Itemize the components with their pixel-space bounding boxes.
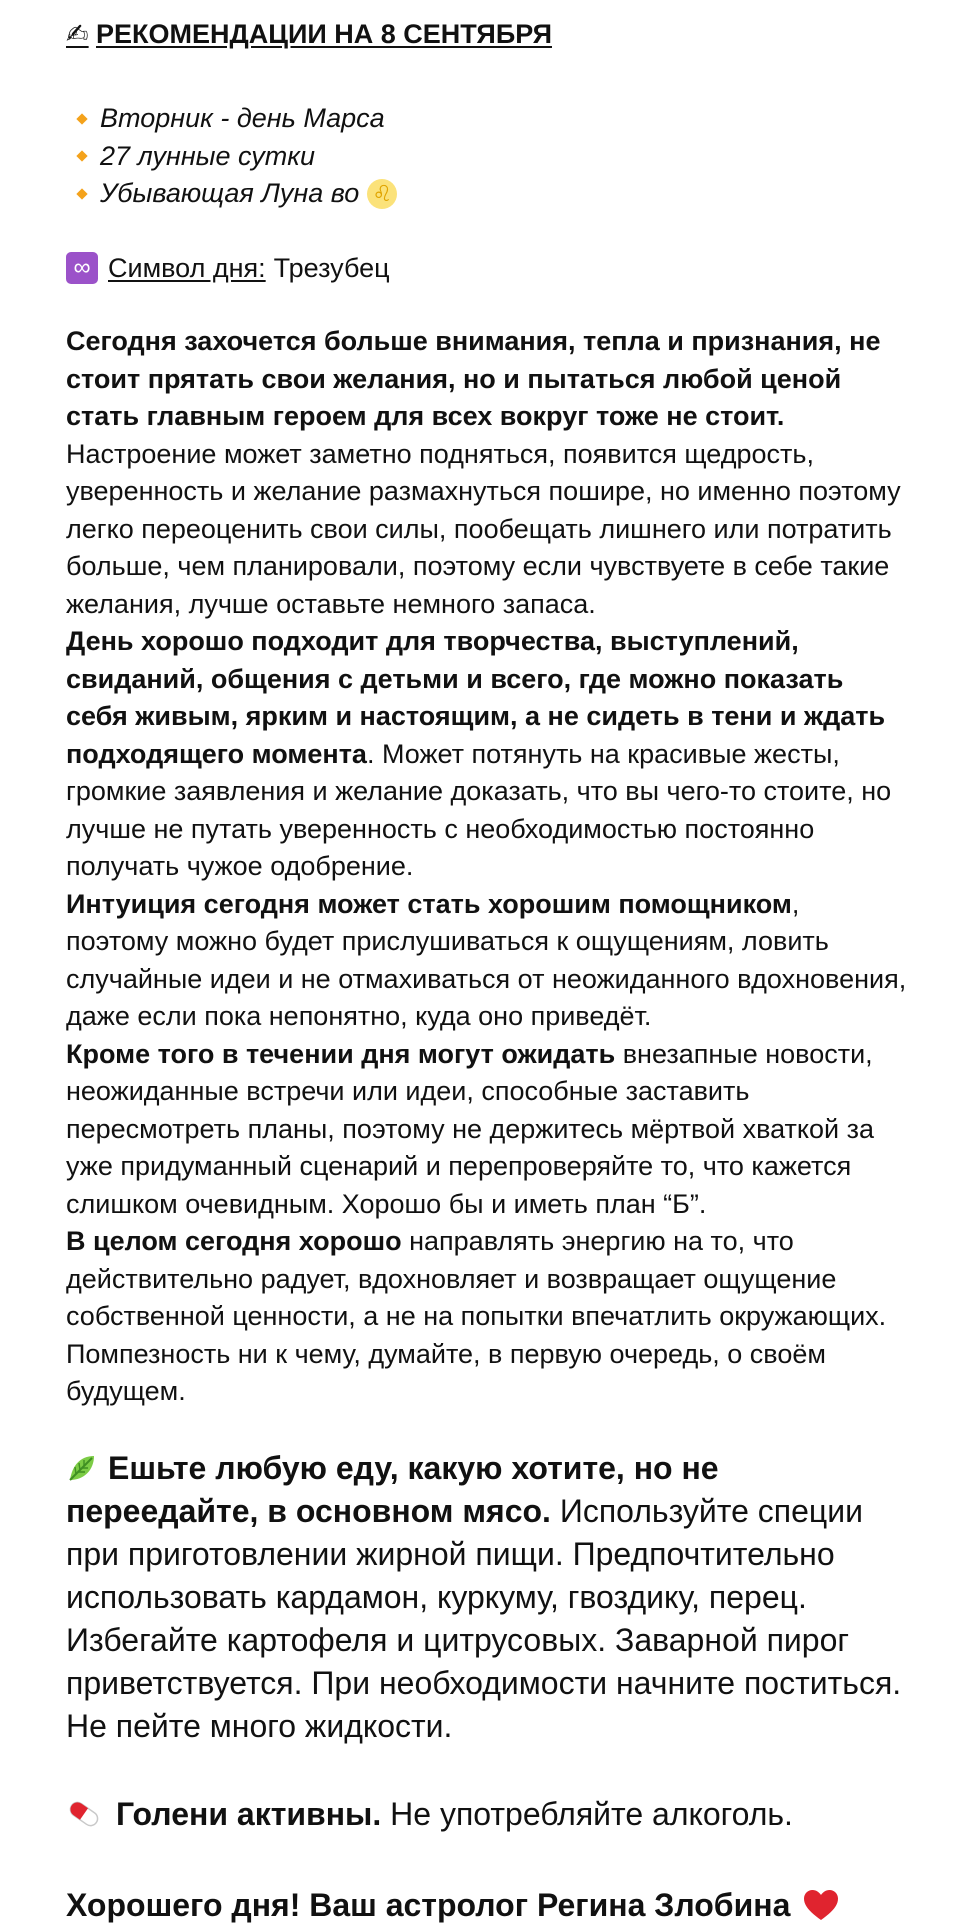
paragraph-lead: В целом сегодня хорошо [66, 1226, 402, 1256]
paragraph-text: направлять энергию на то, что действительно радует, вдохновляет и возвращает ощущение собственной ценности, а не на попытки впечатлить окружающих. Помпезность ни к чему, думайте, в первую очередь, о своём будущем. [66, 1226, 887, 1406]
symbol-label: Символ дня: [108, 252, 266, 283]
leo-sign-icon: ♌ [367, 179, 397, 209]
orange-diamond-icon [76, 113, 87, 124]
list-item [78, 138, 908, 176]
fact-text: Убывающая Луна во [100, 178, 360, 208]
fact-text: Вторник - день Марса [100, 103, 385, 133]
symbol-value: Трезубец [273, 252, 390, 283]
orange-diamond-icon [76, 151, 87, 162]
signature-text: Хорошего дня! Ваш астролог Регина Злобина [66, 1886, 791, 1923]
paragraph [66, 623, 908, 886]
list-item [78, 175, 908, 213]
paragraph-lead: Кроме того в течении дня могут ожидать [66, 1038, 616, 1069]
paragraph-text: Настроение может заметно подняться, появится щедрость, уверенность и желание размахнуться пошире, но именно поэтому легко переоценить свои силы, пообещать лишнего или потратить больше, чем планировали, поэтому если чувствуете в себе такие желания, лучше оставьте немного запаса. [66, 438, 901, 619]
health-text: Не употребляйте алкоголь. [381, 1795, 793, 1832]
symbol-of-day [66, 250, 908, 288]
paragraph-text: внезапные новости, неожиданные встречи или идеи, способные заставить пересмотреть планы, поэтому не держитесь мёртвой хваткой за уже придуманный сценарий и перепроверяйте то, что кажется слишком очевидным. Хорошо бы и иметь план “Б”. [66, 1038, 875, 1219]
health-recommendation [66, 1793, 908, 1836]
writing-hand-icon: ✍ [66, 19, 89, 49]
paragraph-text: , поэтому можно будет прислушиваться к ощущениям, ловить случайные идеи и не отмахиваться от неожиданного вдохновения, даже если пока непонятно, куда оно приведёт. [66, 888, 907, 1031]
pill-icon [66, 1796, 102, 1832]
health-lead: Голени активны. [116, 1795, 382, 1832]
signature [66, 1884, 908, 1927]
paragraph-lead: Сегодня захочется больше внимания, тепла и признания, не стоит прятать свои желания, но и пытаться любой ценой стать главным героем для всех вокруг тоже не стоит. [66, 326, 881, 431]
paragraph [66, 886, 908, 1036]
paragraph-lead: День хорошо подходит для творчества, выступлений, свиданий, общения с детьми и всего, где можно показать себя живым, ярким и настоящим, а не сидеть в тени и ждать подходящего момента [66, 626, 886, 769]
page-title [66, 16, 908, 52]
recommendations-body [66, 323, 908, 1411]
paragraph-text: . Может потянуть на красивые жесты, громкие заявления и желание доказать, что вы чего-то стоите, но лучше не путать уверенность с необходимостью постоянно получать чужое одобрение. [66, 738, 892, 881]
list-item [78, 100, 908, 138]
orange-diamond-icon [76, 188, 87, 199]
paragraph [66, 1036, 908, 1224]
lettuce-icon [66, 1452, 98, 1484]
paragraph [66, 1223, 908, 1411]
paragraph [66, 323, 908, 623]
paragraph-lead: Интуиция сегодня может стать хорошим помощником [66, 888, 792, 919]
food-recommendation [66, 1447, 908, 1748]
title-text: РЕКОМЕНДАЦИИ НА 8 СЕНТЯБРЯ [96, 19, 552, 49]
food-lead: Ешьте любую еду, какую хотите, но не переедайте, в основном мясо. [66, 1449, 719, 1529]
paragraph [66, 1447, 908, 1748]
day-facts-list [66, 100, 908, 213]
fact-text: 27 лунные сутки [100, 140, 316, 171]
red-heart-icon [802, 1888, 840, 1922]
infinity-icon: ∞ [66, 252, 98, 284]
food-text: Используйте специи при приготовлении жирной пищи. Предпочтительно использовать кардамон, куркуму, гвоздику, перец. Избегайте картофеля и цитрусовых. Заварной пирог приветствуется. При необходимости начните поститься. Не пейте много жидкости. [66, 1492, 902, 1744]
health-line [116, 1793, 793, 1836]
